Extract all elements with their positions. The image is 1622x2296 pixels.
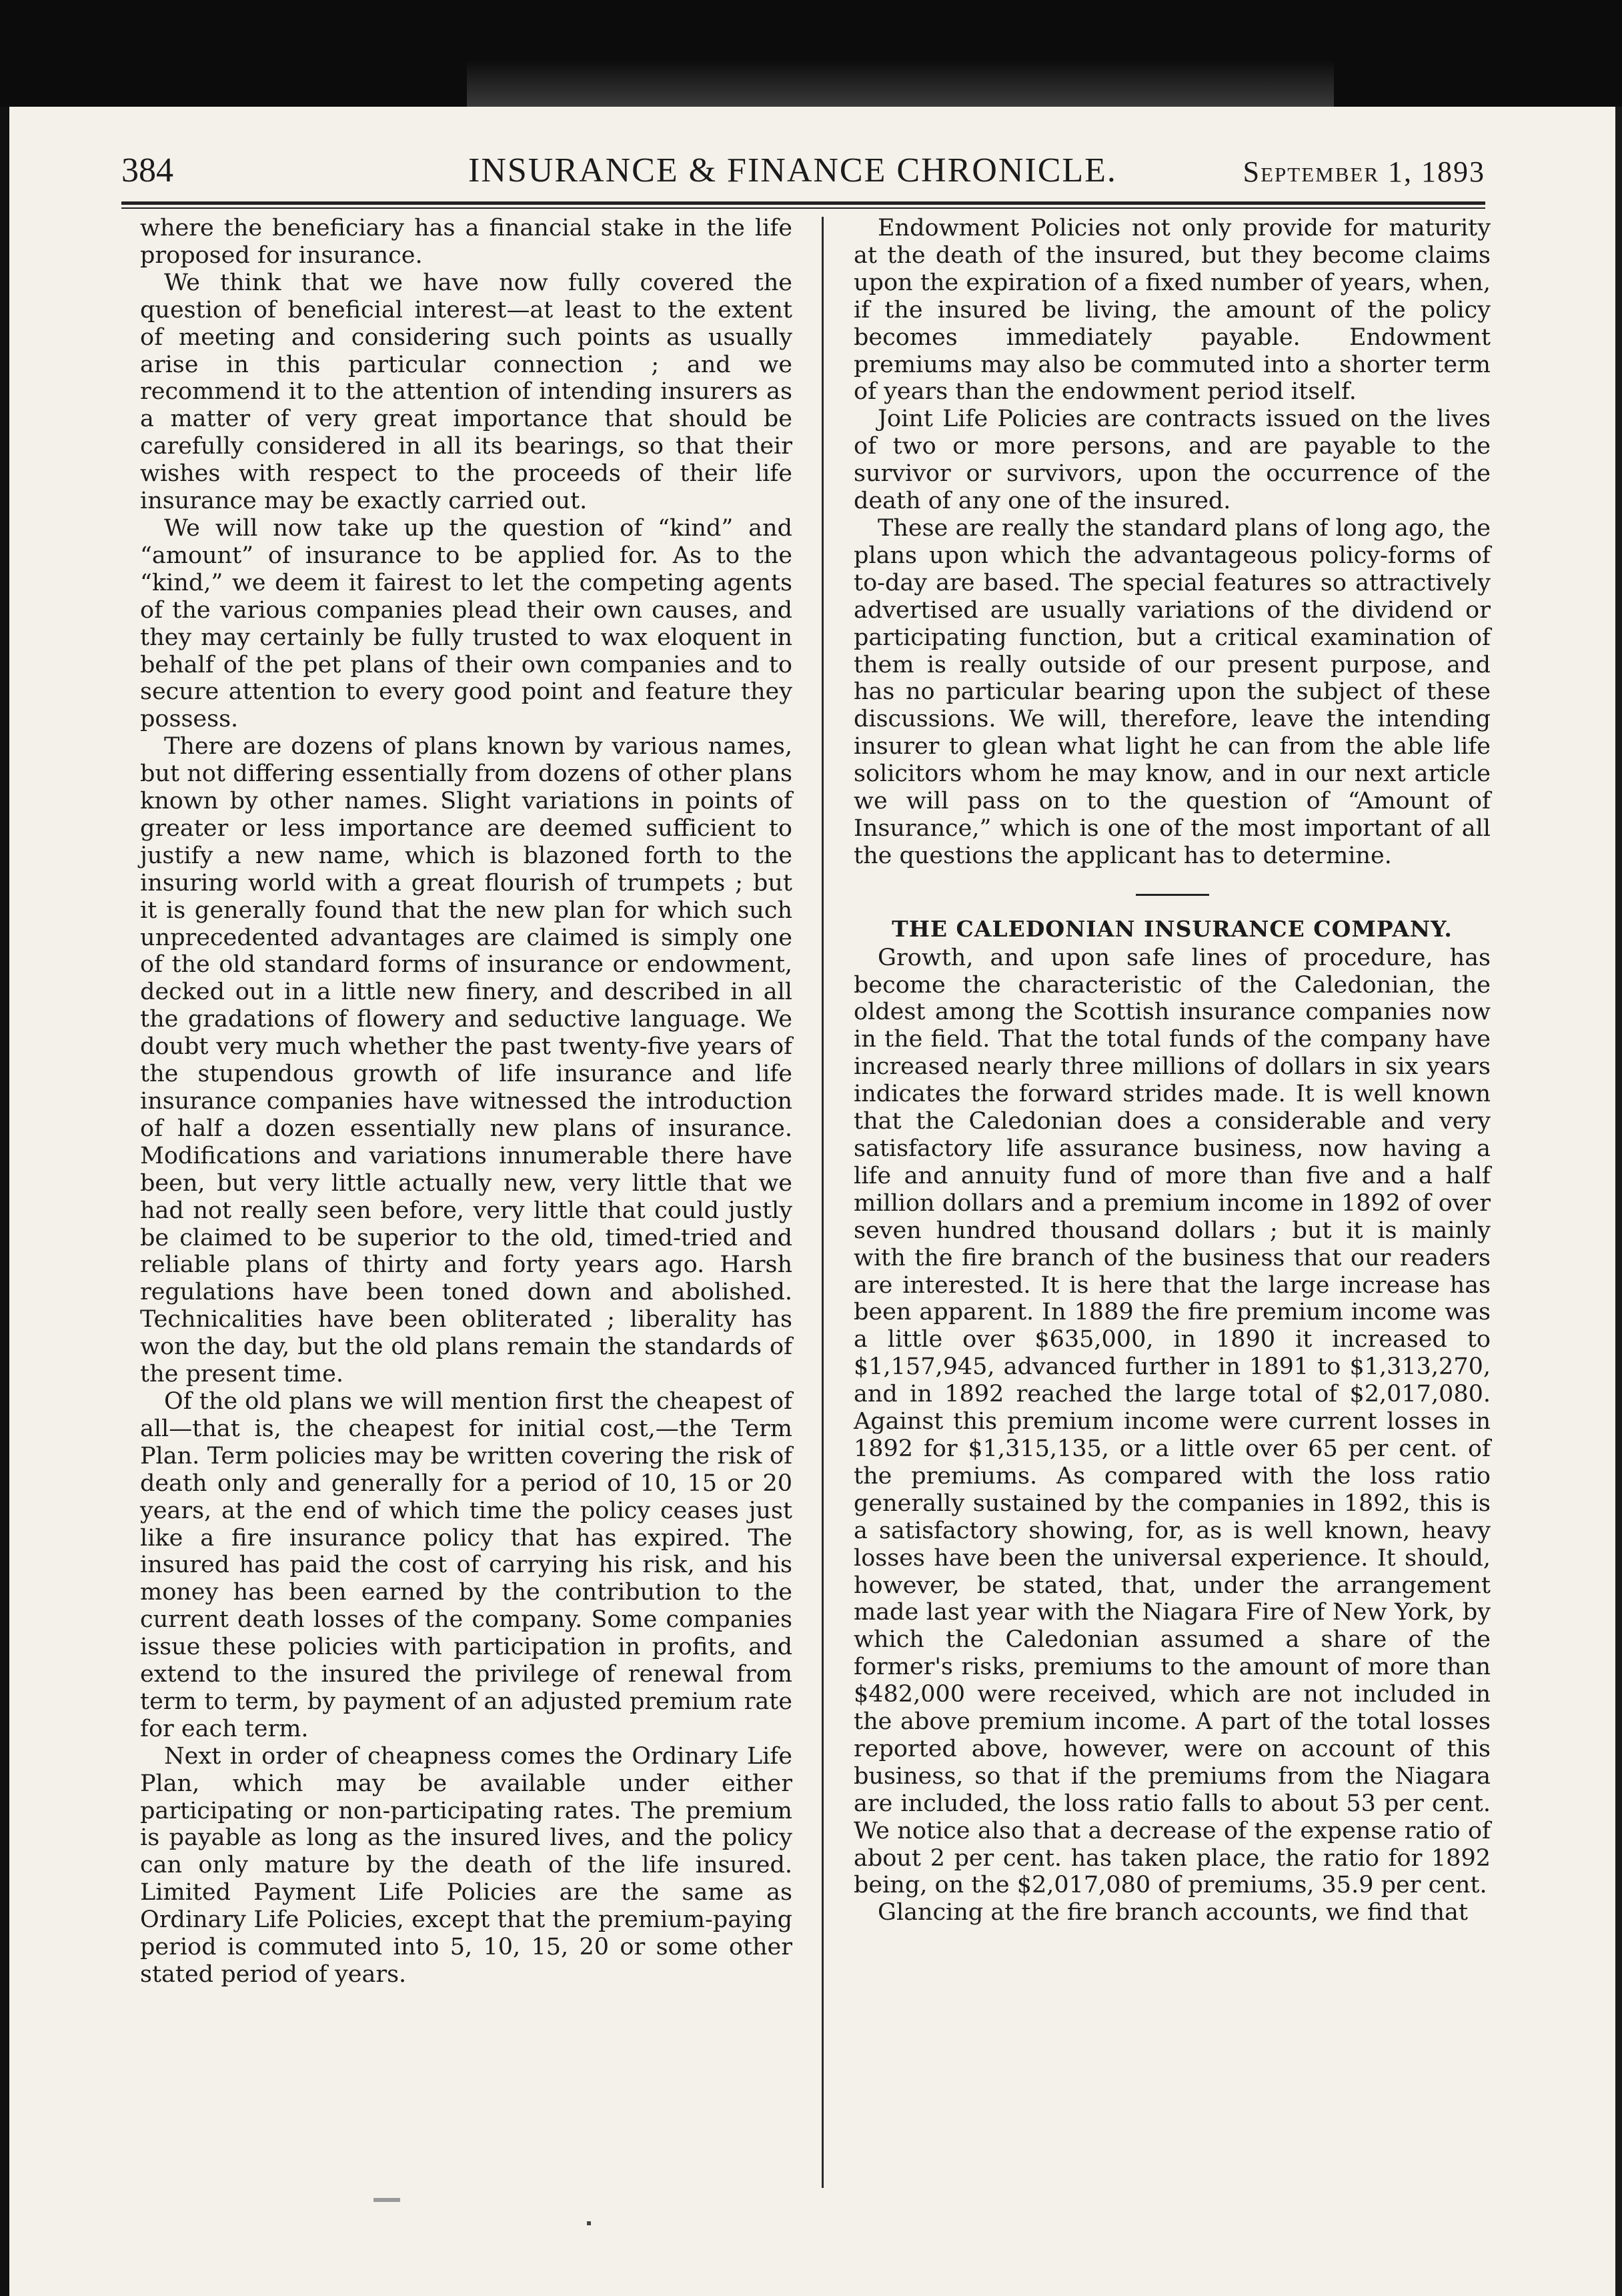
paragraph: We will now take up the question of “kind” and “amount” of insurance to be applied for. As to the “kind,” we deem it fairest to let the competing agents of the various companies plead their own causes, and they may certainly be fully trusted to wax eloquent in behalf of the pet plans of their own companies and to secure attention to every good point and feature they possess.: [140, 514, 792, 733]
scan-left-edge: [0, 107, 9, 2296]
journal-title: INSURANCE & FINANCE CHRONICLE.: [468, 151, 1117, 189]
column-divider: [822, 217, 824, 2188]
paragraph: Glancing at the fire branch accounts, we find that: [878, 1899, 1468, 1926]
issue-date: September 1, 1893: [1243, 155, 1485, 188]
paragraph: These are really the standard plans of long ago, the plans upon which the advantageous policy-forms of to-day are based. The special features so attractively advertised are usually variations of the dividend or participating function, but a critical examination of them is really outside of our present purpose, and has no particular bearing upon the subject of these discussions. We will, therefore, leave the intending insurer to glean what light he can from the able life solicitors whom he may know, and in our next article we will pass on to the question of “Amount of Insurance,” which is one of the most important of all the questions the applicant has to determine.: [854, 514, 1491, 869]
scan-top-band: [0, 0, 1622, 107]
scan-band-fade: [467, 60, 1334, 107]
page-number: 384: [121, 151, 173, 189]
scan-dot: [587, 2221, 591, 2225]
section-rule: [1136, 894, 1209, 896]
left-column: [140, 215, 792, 1988]
header-rule: [121, 201, 1485, 205]
right-column: [854, 215, 1491, 1926]
paragraph: Endowment Policies not only provide for maturity at the death of the insured, but they become claims upon the expiration of a fixed number of years, when, if the insured be living, the amount of the policy becomes immediately payable. Endowment premiums may also be commuted into a shorter term of years than the endowment period itself.: [854, 215, 1491, 406]
header-rule-thin: [121, 207, 1485, 209]
paragraph: where the beneficiary has a financial stake in the life proposed for insurance.: [140, 215, 792, 269]
paragraph: There are dozens of plans known by various names, but not differing essentially from dozens of other plans known by other names. Slight variations in points of greater or less importance are deemed sufficient to justify a new name, which is blazoned forth to the insuring world with a great flourish of trumpets ; but it is generally found that the new plan for which such unprecedented advantages are claimed is simply one of the old standard forms of insurance or endowment, decked out in a little new finery, and described in all the gradations of flowery and seductive language. We doubt very much whether the past twenty-five years of the stupendous growth of life insurance and life insurance companies have witnessed the introduction of half a dozen essentially new plans of insurance. Modifications and variations innumerable there have been, but very little actually new, very little that we had not really seen before, very little that could justly be claimed to be superior to the old, timed-tried and reliable plans of thirty and forty years ago. Harsh regulations have been toned down and abolished. Technicalities have been obliterated ; liberality has won the day, but the old plans remain the standards of the present time.: [140, 733, 792, 1388]
paragraph: Joint Life Policies are contracts issued on the lives of two or more persons, and are payable to the survivor or survivors, upon the occurrence of the death of any one of the insured.: [854, 406, 1491, 515]
paragraph: Of the old plans we will mention first the cheapest of all—that is, the cheapest for initial cost,—the Term Plan. Term policies may be written covering the risk of death only and generally for a period of 10, 15 or 20 years, at the end of which time the policy ceases just like a fire insurance policy that has expired. The insured has paid the cost of carrying his risk, and his money has been earned by the contribution to the current death losses of the company. Some companies issue these policies with participation in profits, and extend to the insured the privilege of renewal from term to term, by payment of an adjusted premium rate for each term.: [140, 1387, 792, 1742]
paragraph: Growth, and upon safe lines of procedure, has become the characteristic of the Caledonian, the oldest among the Scottish insurance companies now in the field. That the total funds of the company have increased nearly three millions of dollars in six years indicates the forward strides made. It is well known that the Caledonian does a considerable and very satisfactory life assurance business, now having a life and annuity fund of more than five and a half million dollars and a premium income in 1892 of over seven hundred thousand dollars ; but it is mainly with the fire branch of the business that our readers are interested. It is here that the large increase has been apparent. In 1889 the fire premium income was a little over $635,000, in 1890 it increased to $1,157,945, advanced further in 1891 to $1,313,270, and in 1892 reached the large total of $2,017,080. Against this premium income were current losses in 1892 for $1,315,135, or a little over 65 per cent. of the premiums. As compared with the loss ratio generally sustained by the companies in 1892, this is a satisfactory showing, for, as is well known, heavy losses have been the universal experience. It should, however, be stated, that, under the arrangement made last year with the Niagara Fire of New York, by which the Caledonian assumed a share of the former's risks, premiums to the amount of more than $482,000 were received, which are not included in the above premium income. A part of the total losses reported above, however, were on account of this business, so that if the premiums from the Niagara are included, the loss ratio falls to about 53 per cent. We notice also that a decrease of the expense ratio of about 2 per cent. has taken place, the ratio for 1892 being, on the $2,017,080 of premiums, 35.9 per cent.: [854, 944, 1491, 1899]
scan-mark: [373, 2198, 400, 2202]
page-header: [121, 151, 1485, 197]
paragraph: We think that we have now fully covered the question of beneficial interest—at least to the extent of meeting and considering such points as usually arise in this particular connection ; and we recommend it to the attention of intending insurers as a matter of very great importance that should be carefully considered in all its bearings, so that their wishes with respect to the proceeds of their life insurance may be exactly carried out.: [140, 269, 792, 515]
section-heading: THE CALEDONIAN INSURANCE COMPANY.: [892, 915, 1453, 942]
paragraph: Next in order of cheapness comes the Ordinary Life Plan, which may be available under either participating or non-participating rates. The premium is payable as long as the insured lives, and the policy can only mature by the death of the life insured. Limited Payment Life Policies are the same as Ordinary Life Policies, except that the premium-paying period is commuted into 5, 10, 15, 20 or some other stated period of years.: [140, 1742, 792, 1988]
scan-right-edge: [1615, 107, 1622, 2296]
